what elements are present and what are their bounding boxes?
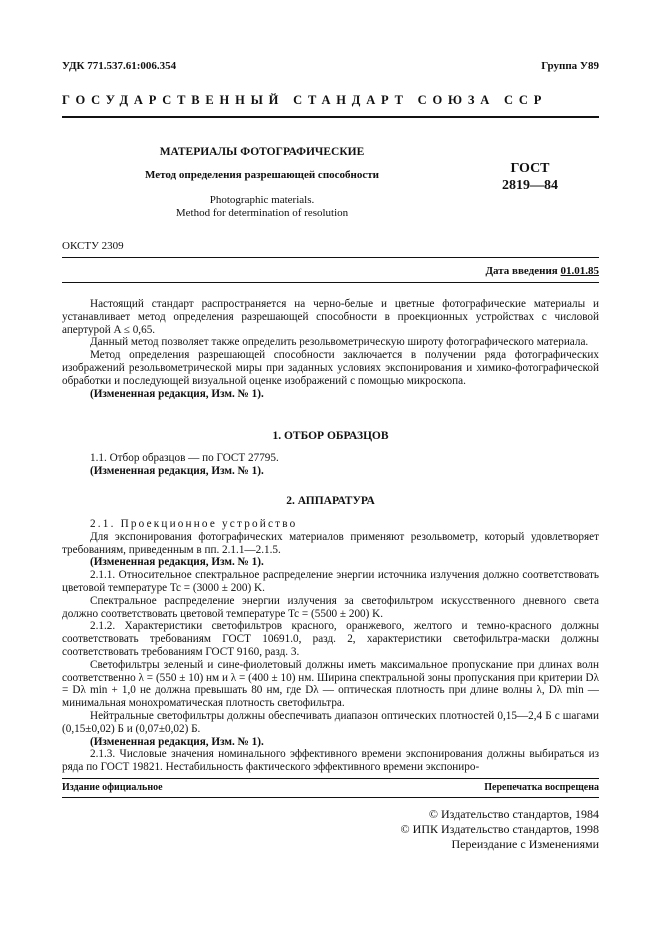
oksty-code: ОКСТУ 2309: [62, 240, 124, 252]
section-paragraph: 2.1.1. Относительное спектральное распределение энергии источника излучения должно соответствовать цветовой температуре Tc = (3000 ± 200) K.: [62, 569, 599, 594]
section-paragraph: Нейтральные светофильтры должны обеспечивать диапазон оптических плотностей 0,15—2,4 Б с шагами (0,15±0,02) Б и (0,07±0,02) Б.: [62, 709, 599, 735]
section-heading: 1. ОТБОР ОБРАЗЦОВ: [272, 430, 389, 442]
date-rule: [62, 282, 599, 283]
intro-section: [62, 298, 599, 400]
intro-paragraph: Данный метод позволяет также определить резольвометрическую широту фотографического материала.: [90, 336, 589, 349]
section-heading: 2. АППАРАТУРА: [286, 495, 375, 507]
section2-body: [62, 518, 599, 774]
header-rule: [62, 116, 599, 118]
intro-date: [485, 265, 599, 277]
intro-date-label: Дата введения: [485, 265, 561, 277]
section-paragraph: 1.1. Отбор образцов — по ГОСТ 27795.: [90, 452, 279, 464]
standard-title: ГОСУДАРСТВЕННЫЙ СТАНДАРТ СОЮЗА ССР: [62, 93, 548, 107]
revision-note: (Измененная редакция, Изм. № 1).: [90, 387, 264, 400]
section1-body: [62, 452, 599, 478]
footer-rule: [62, 778, 599, 779]
reprint-notice: Перепечатка воспрещена: [484, 782, 599, 793]
subsection-title: 2.1. Проекционное устройство: [90, 518, 298, 530]
intro-paragraph: Настоящий стандарт распространяется на черно-белые и цветные фотографические материалы и устанавливает метод определения разрешающей способности в проекционных устройствах с числовой апертурой A ≤ 0,65.: [62, 298, 599, 336]
udk-code: УДК 771.537.61:006.354: [62, 60, 177, 72]
english-title-line1: Photographic materials.: [209, 194, 315, 206]
section-paragraph: 2.1.3. Числовые значения номинального эффективного времени экспонирования должны выбираться из ряда по ГОСТ 19821. Нестабильность фактического эффективного времени экспониро-: [62, 748, 599, 774]
document-subtitle: Метод определения разрешающей способности: [145, 169, 379, 181]
gost-label: ГОСТ: [510, 161, 550, 176]
footer-bottom-rule: [62, 797, 599, 798]
section-paragraph: 2.1.2. Характеристики светофильтров красного, оранжевого, желтого и темно-красного должны соответствовать требованиям ГОСТ 10691.0, разд. 2, характеристики светофильтра-маски должны соответствовать требованиям ГОСТ 9160, разд. 3.: [62, 620, 599, 658]
revision-note: (Измененная редакция, Изм. № 1).: [90, 556, 264, 569]
reissue-note: Переиздание с Изменениями: [451, 837, 599, 851]
gost-code: 2819—84: [502, 178, 558, 193]
copyright-line: © Издательство стандартов, 1984: [428, 807, 599, 821]
intro-paragraph: Метод определения разрешающей способности заключается в получении ряда фотографических изображений резольвометрической миры при заданных условиях экспонирования и химико-фотографической обработки и последующей визуальной оценке изображений с помощью микроскопа.: [62, 349, 599, 387]
revision-note: (Измененная редакция, Изм. № 1).: [90, 464, 264, 477]
gost-number: [480, 160, 580, 194]
section-paragraph: Спектральное распределение энергии излучения за светофильтром искусственного дневного света должно соответствовать цветовой температуре Tc = (5500 ± 200) K.: [62, 594, 599, 620]
copyright-line: © ИПК Издательство стандартов, 1998: [400, 822, 599, 836]
intro-date-value: 01.01.85: [560, 265, 599, 277]
section-paragraph: Для экспонирования фотографических материалов применяют резольвометр, который удовлетворяет требованиям, приведенным в пп. 2.1.1—2.1.5.: [62, 530, 599, 556]
section-paragraph: Светофильтры зеленый и сине-фиолетовый должны иметь максимальное пропускание при длинах волн соответственно λ = (550 ± 10) нм и λ = (400 ± 10) нм. Ширина спектральной зоны пропускания при критерии Dλ = Dλ min + 1,0 не должна превышать 80 нм, где Dλ — оптическая плотность при длине волны λ, Dλ min — минимальная монохроматическая плотность светофильтра.: [62, 658, 599, 710]
english-title-line2: Method for determination of resolution: [175, 207, 349, 219]
official-edition-label: Издание официальное: [62, 782, 163, 793]
oksty-rule: [62, 257, 599, 258]
copyright-block: [401, 807, 599, 852]
revision-note: (Измененная редакция, Изм. № 1).: [90, 735, 264, 748]
english-title: [62, 194, 462, 220]
group-code: Группа У89: [541, 60, 599, 72]
document-title: МАТЕРИАЛЫ ФОТОГРАФИЧЕСКИЕ: [159, 146, 365, 158]
